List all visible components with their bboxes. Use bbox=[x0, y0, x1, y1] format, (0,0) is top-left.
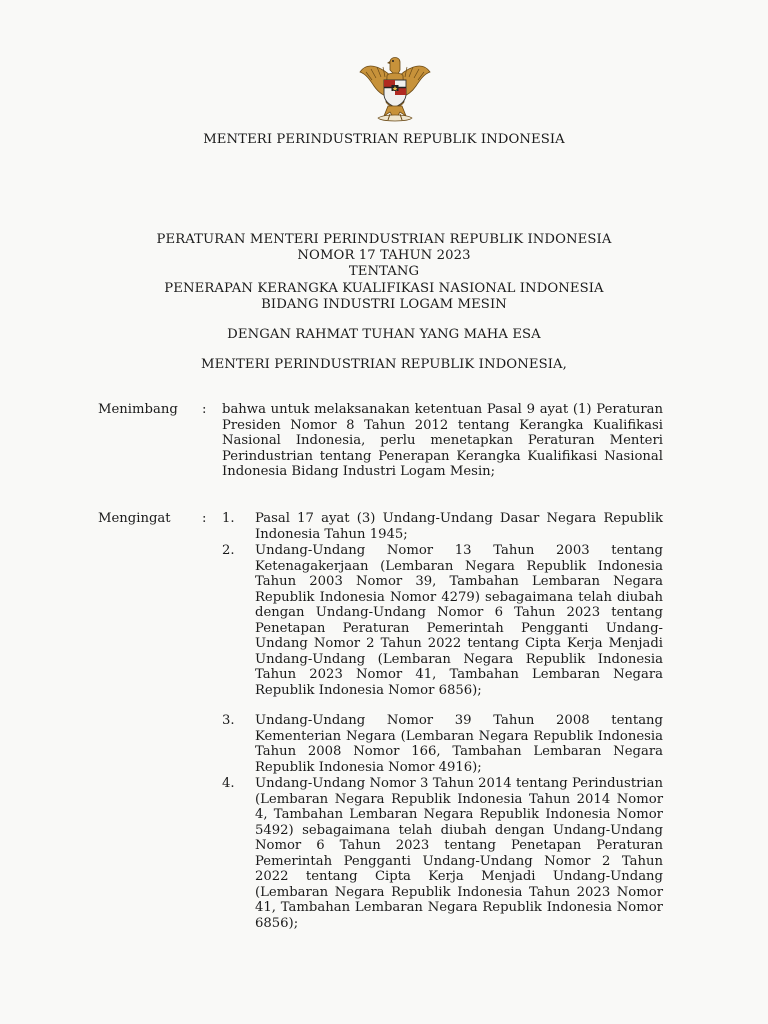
menimbang-colon: : bbox=[202, 402, 207, 417]
menimbang-paragraph: bahwa untuk melaksanakan ketentuan Pasal 9 ayat (1) Peraturan Presiden Nomor 8 Tahun 2012 tentang Kerangka Kualifikasi Nasional Indonesia, perlu menetapkan Peraturan Menteri Perindustrian tentang Penerapan Kerangka Kualifikasi Nasional Indonesia Bidang Industri Logam Mesin; bbox=[222, 402, 663, 479]
garuda-emblem-icon bbox=[354, 50, 436, 126]
list-item-number: 3. bbox=[222, 713, 235, 728]
list-item-text: Undang-Undang Nomor 39 Tahun 2008 tentang Kementerian Negara (Lembaran Negara Republik Indonesia Tahun 2008 Nomor 166, Tambahan Lembaran Negara Republik Indonesia Nomor 4916); bbox=[255, 713, 663, 775]
regulation-subject: PENERAPAN KERANGKA KUALIFIKASI NASIONAL INDONESIA bbox=[164, 280, 604, 296]
ministry-heading: MENTERI PERINDUSTRIAN REPUBLIK INDONESIA bbox=[203, 132, 565, 147]
regulation-about: TENTANG bbox=[348, 264, 420, 280]
list-item-number: 1. bbox=[222, 511, 235, 526]
mengingat-colon: : bbox=[202, 511, 207, 526]
grace-invocation: DENGAN RAHMAT TUHAN YANG MAHA ESA bbox=[227, 327, 541, 342]
regulation-field: BIDANG INDUSTRI LOGAM MESIN bbox=[261, 296, 507, 312]
list-item-number: 2. bbox=[222, 543, 235, 558]
list-item-text: Undang-Undang Nomor 13 Tahun 2003 tentang Ketenagakerjaan (Lembaran Negara Republik Indonesia Tahun 2003 Nomor 39, Tambahan Lembaran Negara Republik Indonesia Nomor 4279) sebagaimana telah diubah dengan Undang-Undang Nomor 6 Tahun 2023 tentang Penetapan Peraturan Pemerintah Pengganti Undang-Undang Nomor 2 Tahun 2022 tentang Cipta Kerja Menjadi Undang-Undang (Lembaran Negara Republik Indonesia Tahun 2023 Nomor 41, Tambahan Lembaran Negara Republik Indonesia Nomor 6856); bbox=[255, 543, 663, 698]
regulation-name: PERATURAN MENTERI PERINDUSTRIAN REPUBLIK INDONESIA bbox=[156, 232, 612, 247]
list-item-number: 4. bbox=[222, 776, 235, 791]
list-item-text: Undang-Undang Nomor 3 Tahun 2014 tentang Perindustrian (Lembaran Negara Republik Indonesia Tahun 2014 Nomor 4, Tambahan Lembaran Negara Republik Indonesia Nomor 5492) sebagaimana telah diubah dengan Undang-Undang Nomor 6 Tahun 2023 tentang Penetapan Peraturan Pemerintah Pengganti Undang-Undang Nomor 2 Tahun 2022 tentang Cipta Kerja Menjadi Undang-Undang (Lembaran Negara Republik Indonesia Tahun 2023 Nomor 41, Tambahan Lembaran Negara Republik Indonesia Nomor 6856); bbox=[255, 776, 663, 931]
mengingat-label: Mengingat bbox=[98, 511, 171, 526]
minister-intro: MENTERI PERINDUSTRIAN REPUBLIK INDONESIA, bbox=[201, 357, 567, 372]
regulation-number: NOMOR 17 TAHUN 2023 bbox=[297, 248, 471, 264]
list-item-text: Pasal 17 ayat (3) Undang-Undang Dasar Negara Republik Indonesia Tahun 1945; bbox=[255, 511, 663, 542]
menimbang-label: Menimbang bbox=[98, 402, 178, 417]
regulation-title-block bbox=[0, 232, 768, 313]
